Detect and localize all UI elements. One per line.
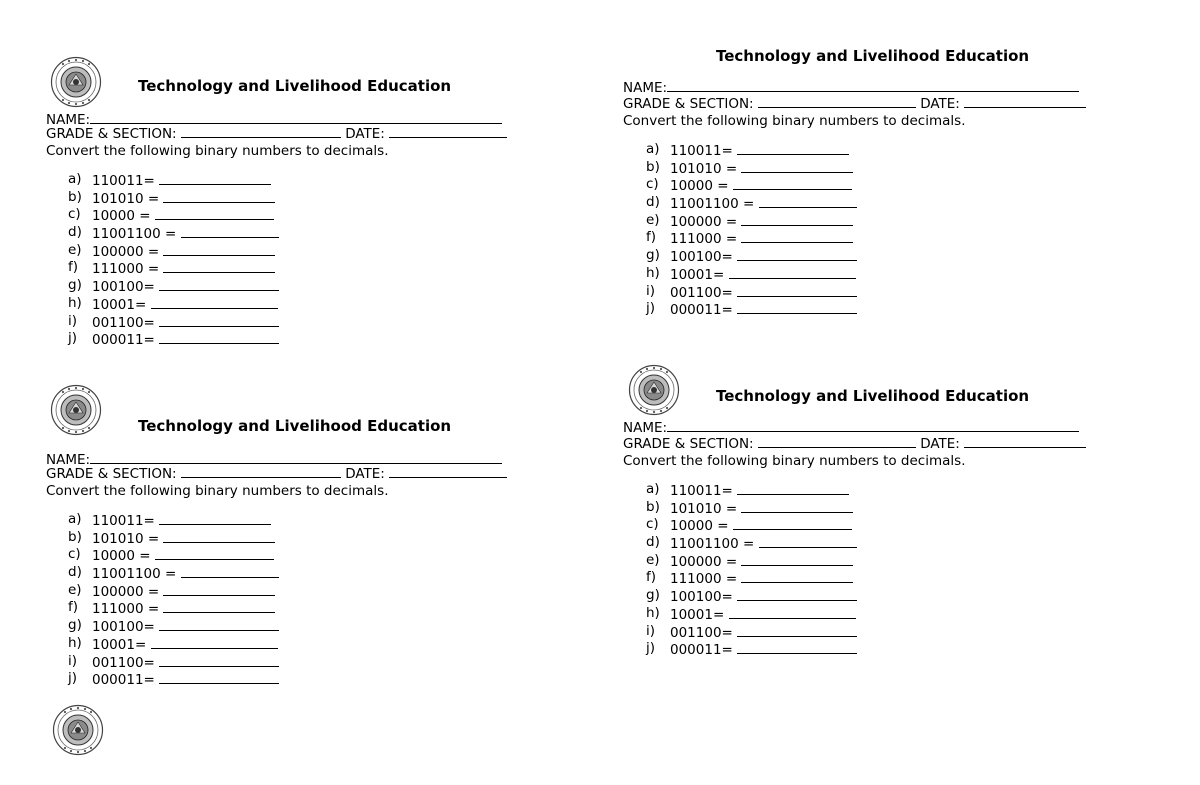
answer-blank[interactable] xyxy=(159,617,279,631)
date-label: DATE: xyxy=(920,436,960,452)
answer-blank[interactable] xyxy=(181,564,279,578)
answer-blank[interactable] xyxy=(181,224,279,238)
school-seal-logo xyxy=(628,364,680,416)
answer-blank[interactable] xyxy=(737,623,857,637)
instruction-text: Convert the following binary numbers to decimals. xyxy=(623,113,966,129)
grade-section-field xyxy=(46,124,507,142)
answer-blank[interactable] xyxy=(155,206,274,220)
date-label: DATE: xyxy=(345,126,385,142)
school-seal-logo xyxy=(50,56,102,108)
name-label: NAME: xyxy=(623,80,668,96)
answer-blank[interactable] xyxy=(741,499,853,513)
grade-section-field xyxy=(623,94,1086,112)
worksheet-title: Technology and Livelihood Education xyxy=(716,387,1030,405)
answer-blank[interactable] xyxy=(737,300,857,314)
date-label: DATE: xyxy=(920,96,960,112)
grade-section-field xyxy=(623,434,1086,452)
answer-blank[interactable] xyxy=(741,229,853,243)
name-label: NAME: xyxy=(46,112,91,128)
answer-blank[interactable] xyxy=(741,159,853,173)
answer-blank[interactable] xyxy=(151,295,278,309)
grade-section-label: GRADE & SECTION: xyxy=(46,126,177,142)
name-label: NAME: xyxy=(46,452,91,468)
answer-blank[interactable] xyxy=(729,605,856,619)
answer-blank[interactable] xyxy=(159,330,279,344)
answer-blank[interactable] xyxy=(163,189,275,203)
grade-section-blank[interactable] xyxy=(758,94,916,108)
grade-section-blank[interactable] xyxy=(181,124,341,138)
school-seal-logo xyxy=(52,704,104,756)
name-blank[interactable] xyxy=(667,418,1079,432)
answer-blank[interactable] xyxy=(163,242,275,256)
answer-blank[interactable] xyxy=(163,599,275,613)
name-blank[interactable] xyxy=(667,78,1079,92)
answer-blank[interactable] xyxy=(737,247,857,261)
date-blank[interactable] xyxy=(964,434,1086,448)
answer-blank[interactable] xyxy=(737,141,849,155)
grade-section-label: GRADE & SECTION: xyxy=(46,466,177,482)
instruction-text: Convert the following binary numbers to decimals. xyxy=(46,143,389,159)
answer-blank[interactable] xyxy=(159,653,279,667)
answer-blank[interactable] xyxy=(159,511,271,525)
answer-blank[interactable] xyxy=(759,194,857,208)
answer-blank[interactable] xyxy=(737,481,849,495)
answer-blank[interactable] xyxy=(729,265,856,279)
worksheet-title: Technology and Livelihood Education xyxy=(138,77,452,95)
grade-section-label: GRADE & SECTION: xyxy=(623,436,754,452)
grade-section-label: GRADE & SECTION: xyxy=(623,96,754,112)
answer-blank[interactable] xyxy=(737,587,857,601)
grade-section-blank[interactable] xyxy=(758,434,916,448)
answer-blank[interactable] xyxy=(159,313,279,327)
answer-blank[interactable] xyxy=(759,534,857,548)
instruction-text: Convert the following binary numbers to decimals. xyxy=(623,453,966,469)
answer-blank[interactable] xyxy=(159,670,279,684)
grade-section-blank[interactable] xyxy=(181,464,341,478)
answer-blank[interactable] xyxy=(163,259,275,273)
answer-blank[interactable] xyxy=(159,171,271,185)
answer-blank[interactable] xyxy=(733,176,852,190)
date-blank[interactable] xyxy=(389,124,507,138)
answer-blank[interactable] xyxy=(163,582,275,596)
name-label: NAME: xyxy=(623,420,668,436)
answer-blank[interactable] xyxy=(155,546,274,560)
name-blank[interactable] xyxy=(90,450,502,464)
date-label: DATE: xyxy=(345,466,385,482)
date-blank[interactable] xyxy=(389,464,507,478)
date-blank[interactable] xyxy=(964,94,1086,108)
school-seal-logo xyxy=(50,384,102,436)
answer-blank[interactable] xyxy=(741,569,853,583)
answer-blank[interactable] xyxy=(733,516,852,530)
worksheet-title: Technology and Livelihood Education xyxy=(716,47,1030,65)
answer-blank[interactable] xyxy=(741,552,853,566)
answer-blank[interactable] xyxy=(741,212,853,226)
worksheet-title: Technology and Livelihood Education xyxy=(138,417,452,435)
answer-blank[interactable] xyxy=(737,283,857,297)
answer-blank[interactable] xyxy=(159,277,279,291)
answer-blank[interactable] xyxy=(151,635,278,649)
answer-blank[interactable] xyxy=(737,640,857,654)
name-blank[interactable] xyxy=(90,110,502,124)
answer-blank[interactable] xyxy=(163,529,275,543)
grade-section-field xyxy=(46,464,507,482)
instruction-text: Convert the following binary numbers to decimals. xyxy=(46,483,389,499)
